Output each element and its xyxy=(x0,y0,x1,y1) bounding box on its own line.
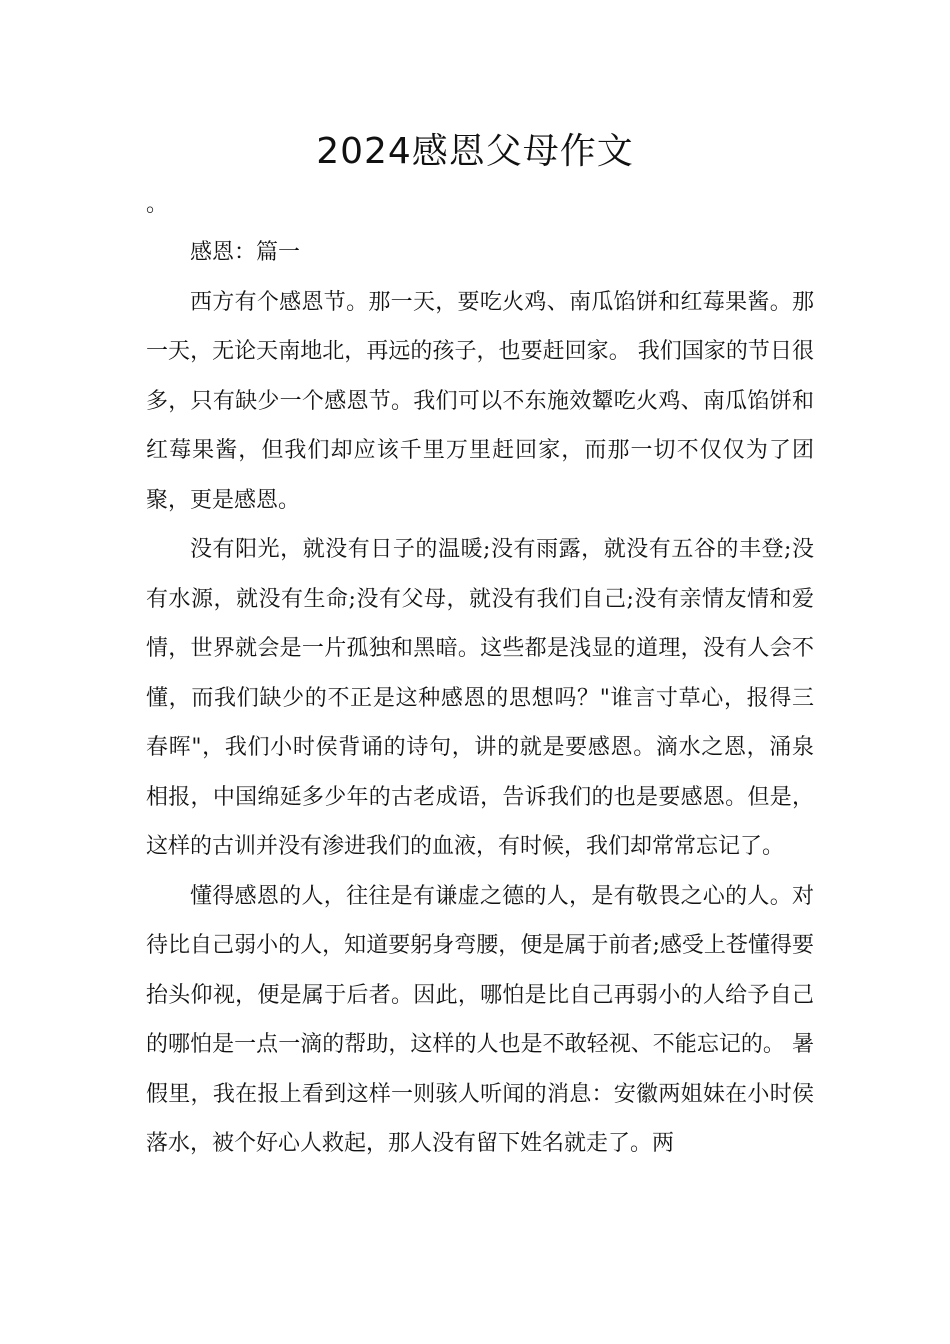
document-title: 2024感恩父母作文 xyxy=(316,131,634,172)
leading-mark: 。 xyxy=(146,192,169,217)
section-heading: 感恩：篇一 xyxy=(190,240,301,265)
document-body xyxy=(146,228,814,1169)
paragraph: 懂得感恩的人，往往是有谦虚之德的人，是有敬畏之心的人。对待比自己弱小的人，知道要躬身弯腰，便是属于前者;感受上苍懂得要抬头仰视，便是属于后者。因此，哪怕是比自己再弱小的人给予自己的哪怕是一点一滴的帮助，这样的人也是不敢轻视、不能忘记的。 暑假里，我在报上看到这样一则骇人听闻的消息：安徽两姐妹在小时侯落水，被个好心人救起，那人没有留下姓名就走了。两 xyxy=(146,883,814,1156)
paragraph: 没有阳光，就没有日子的温暖;没有雨露，就没有五谷的丰登;没有水源，就没有生命;没有父母，就没有我们自己;没有亲情友情和爱情，世界就会是一片孤独和黑暗。这些都是浅显的道理，没有人会不懂，而我们缺少的不正是这种感恩的思想吗？"谁言寸草心，报得三春晖"，我们小时侯背诵的诗句，讲的就是要感恩。滴水之恩，涌泉相报，中国绵延多少年的古老成语，告诉我们的也是要感恩。但是，这样的古训并没有渗进我们的血液，有时候，我们却常常忘记了。 xyxy=(146,537,814,859)
paragraph: 西方有个感恩节。那一天，要吃火鸡、南瓜馅饼和红莓果酱。那一天，无论天南地北，再远的孩子，也要赶回家。 我们国家的节日很多，只有缺少一个感恩节。我们可以不东施效颦吃火鸡、南瓜馅饼和红莓果酱，但我们却应该千里万里赶回家，而那一切不仅仅为了团聚，更是感恩。 xyxy=(146,289,814,513)
